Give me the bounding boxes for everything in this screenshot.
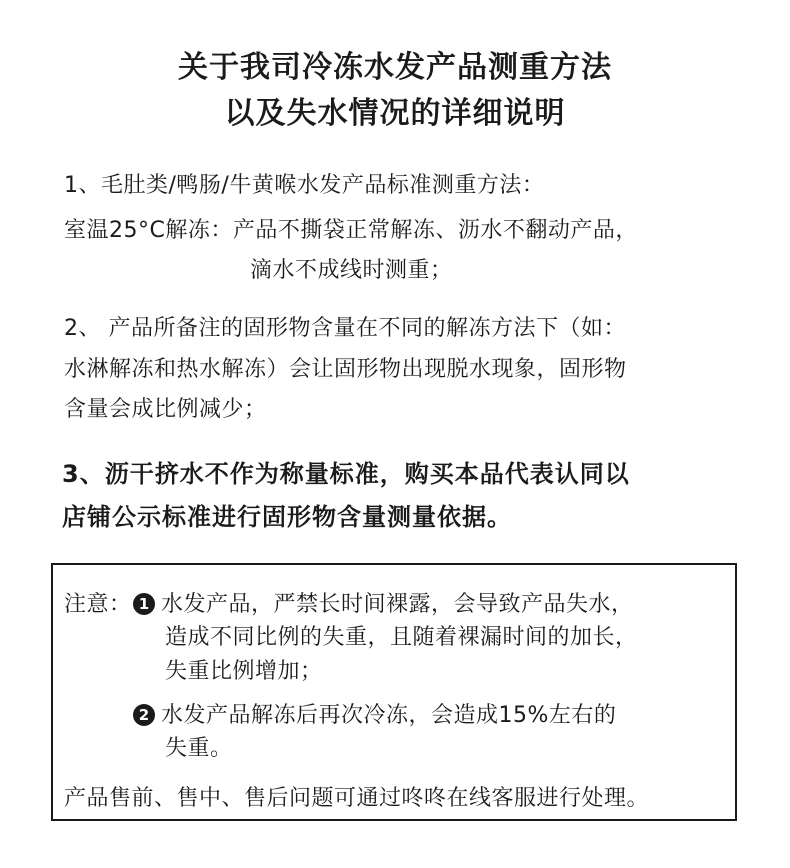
notice-item-2-line-1: 水发产品解冻后再次冷冻，会造成15%左右的 bbox=[161, 703, 617, 728]
section1-line-1: 室温25°C解冻：产品不撕袋正常解冻、沥水不翻动产品， bbox=[64, 218, 638, 243]
page-title-line-2: 以及失水情况的详细说明 bbox=[224, 96, 566, 131]
section2-line-1: 2、 产品所备注的固形物含量在不同的解冻方法下（如： bbox=[64, 316, 626, 341]
notice-item-1-line-3: 失重比例增加； bbox=[165, 659, 323, 684]
section2-line-2: 水淋解冻和热水解冻）会让固形物出现脱水现象，固形物 bbox=[64, 357, 627, 382]
notice-item-1 bbox=[133, 589, 634, 621]
section3-line-2: 店铺公示标准进行固形物含量测量依据。 bbox=[62, 503, 512, 531]
number-1-circle-icon: 1 bbox=[133, 593, 155, 615]
section1-line-2: 滴水不成线时测重； bbox=[250, 258, 453, 283]
notice-item-1-line-1: 水发产品，严禁长时间裸露，会导致产品失水， bbox=[161, 592, 634, 617]
notice-footer: 产品售前、售中、售后问题可通过咚咚在线客服进行处理。 bbox=[64, 786, 650, 811]
number-2-circle-icon: 2 bbox=[133, 704, 155, 726]
section1-heading: 1、毛肚类/鸭肠/牛黄喉水发产品标准测重方法： bbox=[64, 173, 545, 198]
page-title-line-1: 关于我司冷冻水发产品测重方法 bbox=[178, 50, 612, 85]
section3-line-1: 3、沥干挤水不作为称量标准，购买本品代表认同以 bbox=[62, 460, 630, 488]
notice-item-1-line-2: 造成不同比例的失重，且随着裸漏时间的加长， bbox=[165, 625, 638, 650]
notice-label: 注意： bbox=[64, 592, 132, 617]
section2-line-3: 含量会成比例减少； bbox=[64, 397, 267, 422]
notice-item-2 bbox=[133, 700, 616, 732]
notice-item-2-line-2: 失重。 bbox=[165, 736, 233, 761]
